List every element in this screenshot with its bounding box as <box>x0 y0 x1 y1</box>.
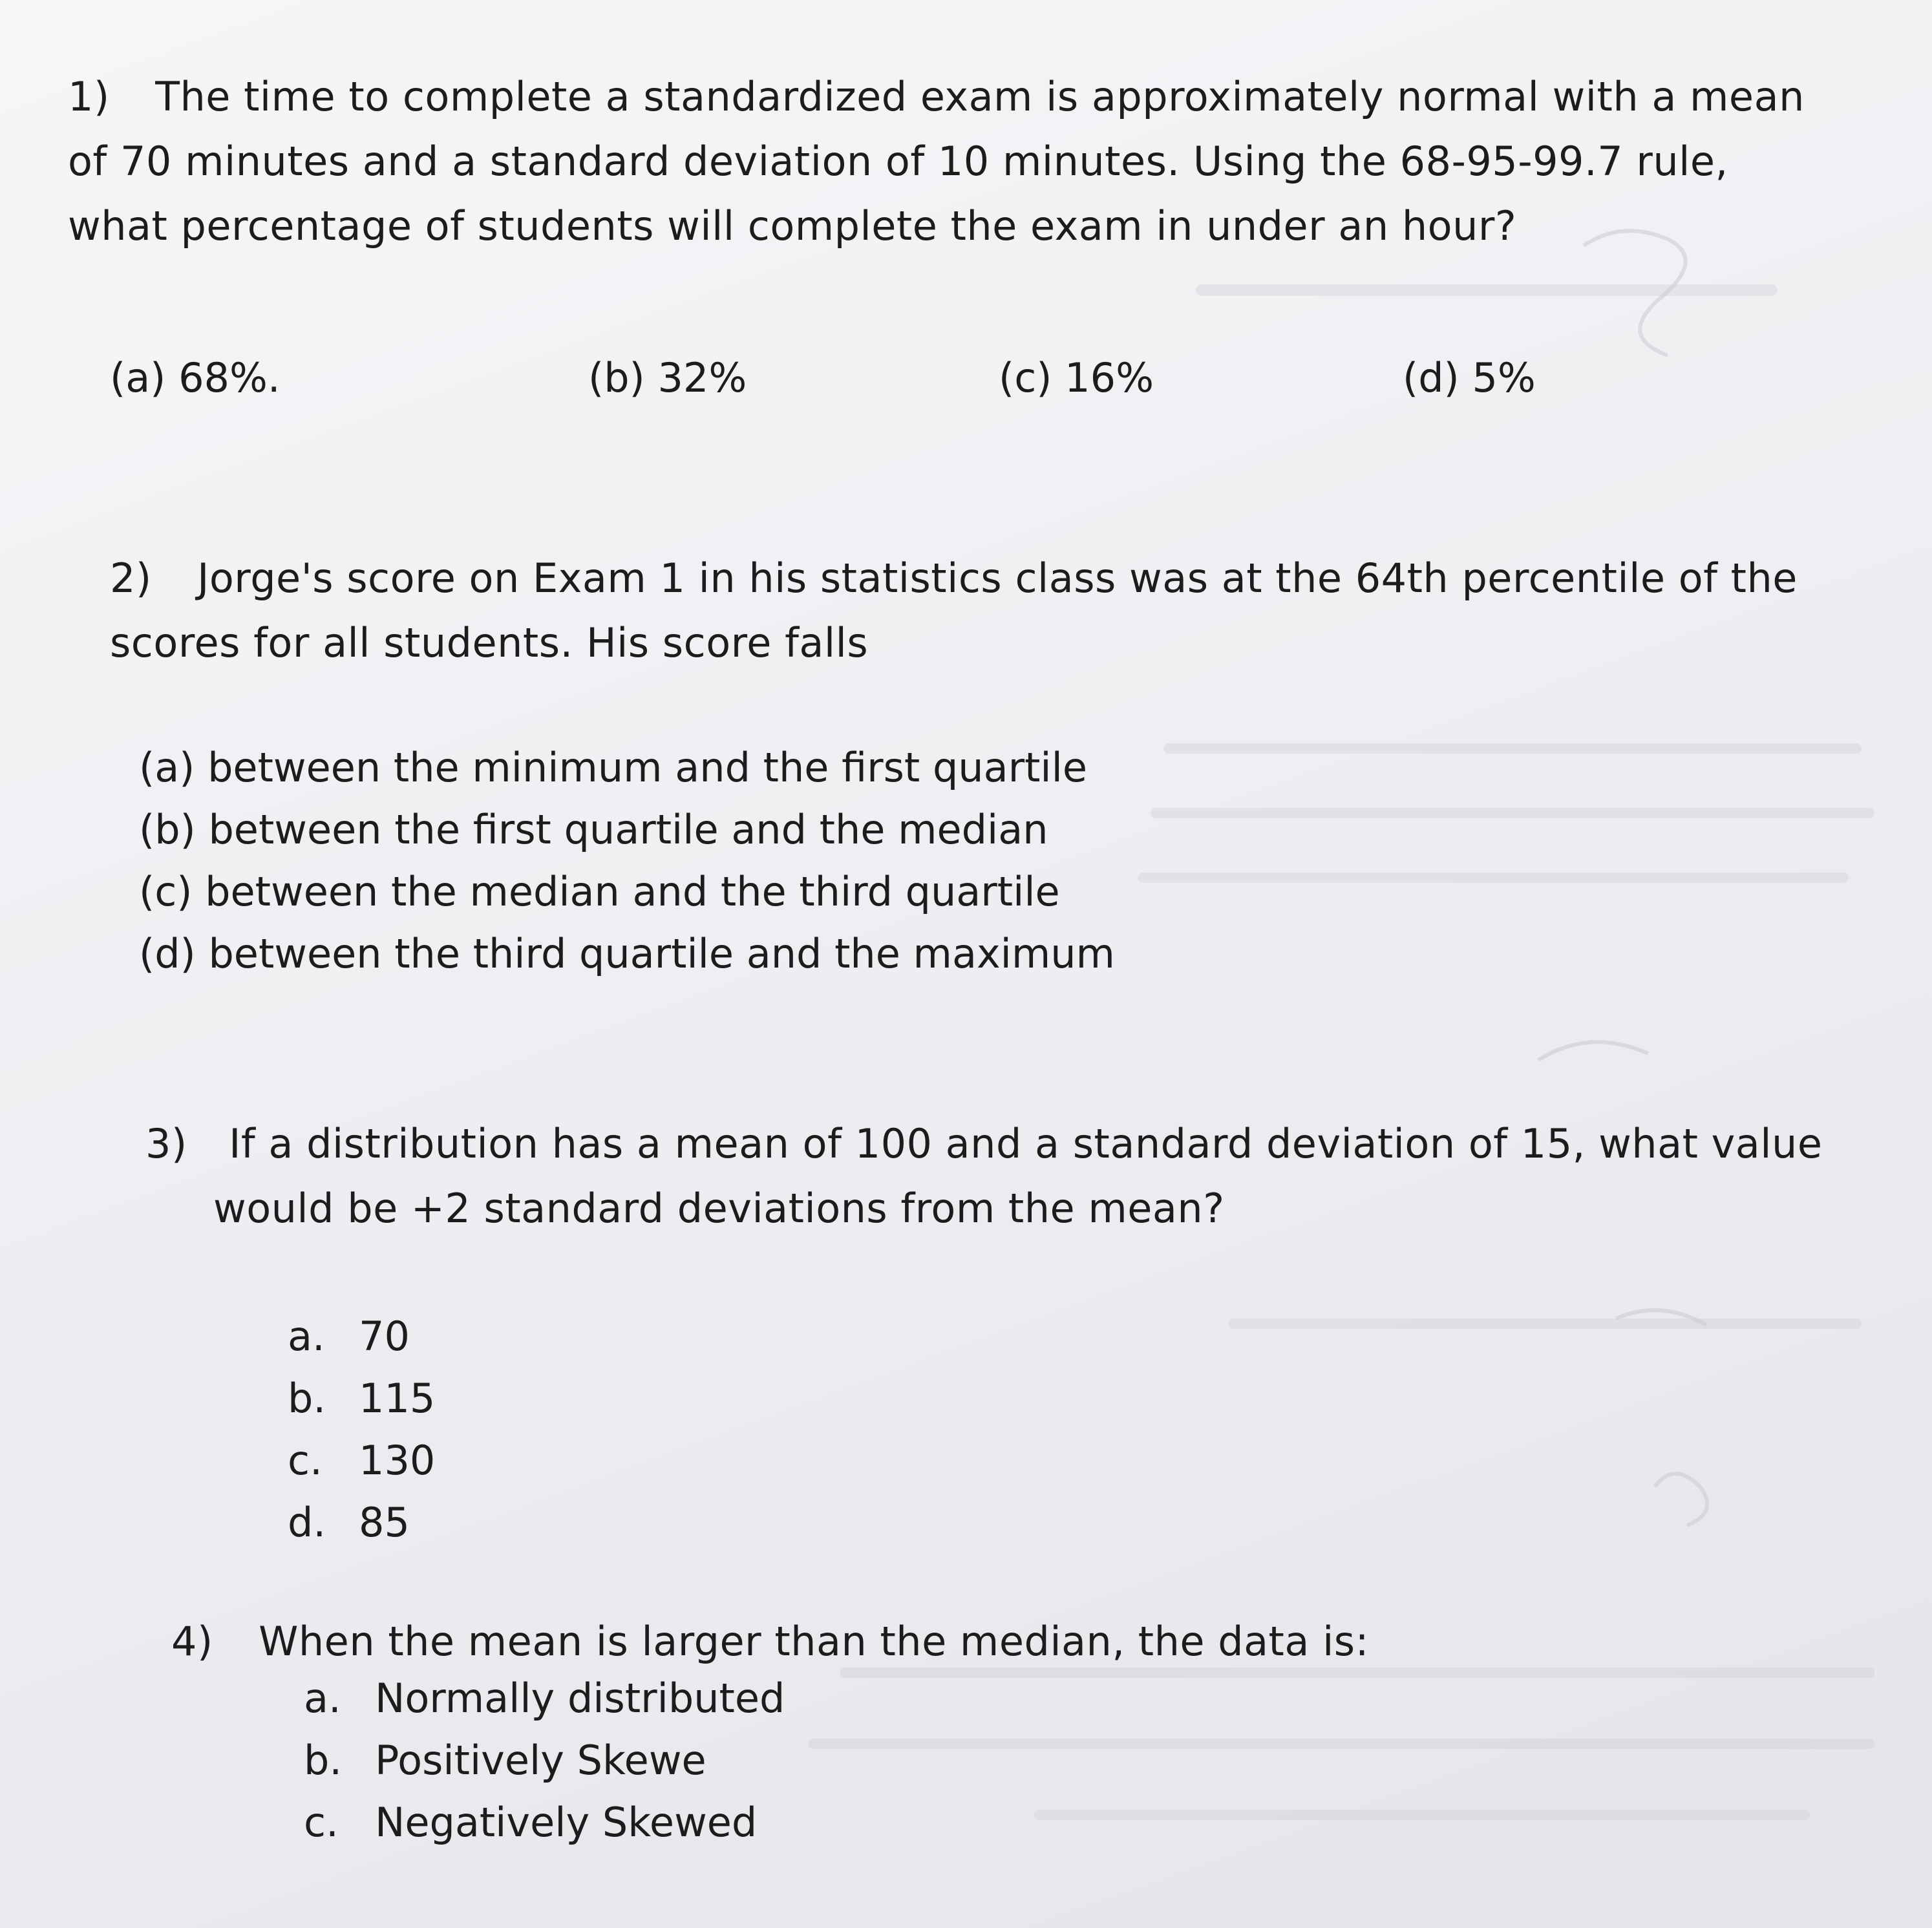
question-number: 3) <box>145 1120 187 1167</box>
option-letter: c. <box>304 1799 339 1846</box>
option-b: (b) between the first quartile and the median <box>139 806 1048 853</box>
option-a <box>288 1306 740 1368</box>
option-letter: c. <box>288 1437 323 1484</box>
option-a: (a) between the minimum and the first quartile <box>139 744 1087 791</box>
option-text: 85 <box>359 1499 410 1546</box>
option-c: (c) between the median and the third quartile <box>139 868 1060 915</box>
option-text: Normally distributed <box>375 1675 785 1722</box>
question-text: If a distribution has a mean of 100 and a standard deviation of 15, what value <box>229 1120 1823 1167</box>
option-letter: d. <box>288 1499 326 1546</box>
option-letter: a. <box>304 1675 341 1722</box>
question-text: The time to complete a standardized exam is approximately normal with a mean <box>155 73 1805 120</box>
option-d: (d) 5% <box>1403 354 1536 401</box>
question-2-line-2: scores for all students. His score falls <box>110 619 869 666</box>
question-4-options <box>304 1668 1144 1854</box>
question-1-line-1 <box>68 65 1878 129</box>
question-1-options <box>110 352 1855 410</box>
option-letter: b. <box>288 1375 326 1422</box>
question-2-options <box>139 737 1238 985</box>
option-text: Negatively Skewed <box>375 1799 758 1846</box>
option-c <box>304 1792 1144 1854</box>
question-text: When the mean is larger than the median, the data is: <box>259 1618 1369 1665</box>
option-b: (b) 32% <box>588 354 747 401</box>
question-text: Jorge's score on Exam 1 in his statistics class was at the 64th percentile of the <box>197 555 1798 602</box>
option-letter: b. <box>304 1737 343 1784</box>
question-number: 4) <box>171 1618 213 1665</box>
option-d <box>288 1492 740 1554</box>
option-a: (a) 68%. <box>110 354 281 401</box>
option-a <box>304 1668 1144 1730</box>
question-3-options <box>288 1306 740 1554</box>
option-c <box>288 1430 740 1492</box>
question-3 <box>145 1112 1891 1241</box>
option-c: (c) 16% <box>999 354 1154 401</box>
question-2 <box>110 546 1907 675</box>
option-text: Positively Skewe <box>375 1737 706 1784</box>
question-1 <box>68 65 1878 259</box>
option-b <box>288 1368 740 1430</box>
question-1-line-2: of 70 minutes and a standard deviation of 10 minutes. Using the 68-95-99.7 rule, <box>68 138 1728 185</box>
question-4-line-1 <box>171 1609 1787 1674</box>
question-number: 1) <box>68 73 110 120</box>
option-text: 130 <box>359 1437 436 1484</box>
option-letter: a. <box>288 1313 325 1360</box>
question-number: 2) <box>110 555 152 602</box>
option-b <box>304 1730 1144 1792</box>
option-text: 115 <box>359 1375 436 1422</box>
option-text: 70 <box>359 1313 410 1360</box>
question-2-line-1 <box>110 546 1907 611</box>
question-1-line-3: what percentage of students will complete the exam in under an hour? <box>68 202 1517 249</box>
question-4 <box>171 1609 1787 1674</box>
question-3-line-1 <box>145 1112 1891 1176</box>
question-3-line-2: would be +2 standard deviations from the mean? <box>213 1185 1225 1232</box>
option-d: (d) between the third quartile and the maximum <box>139 930 1115 977</box>
